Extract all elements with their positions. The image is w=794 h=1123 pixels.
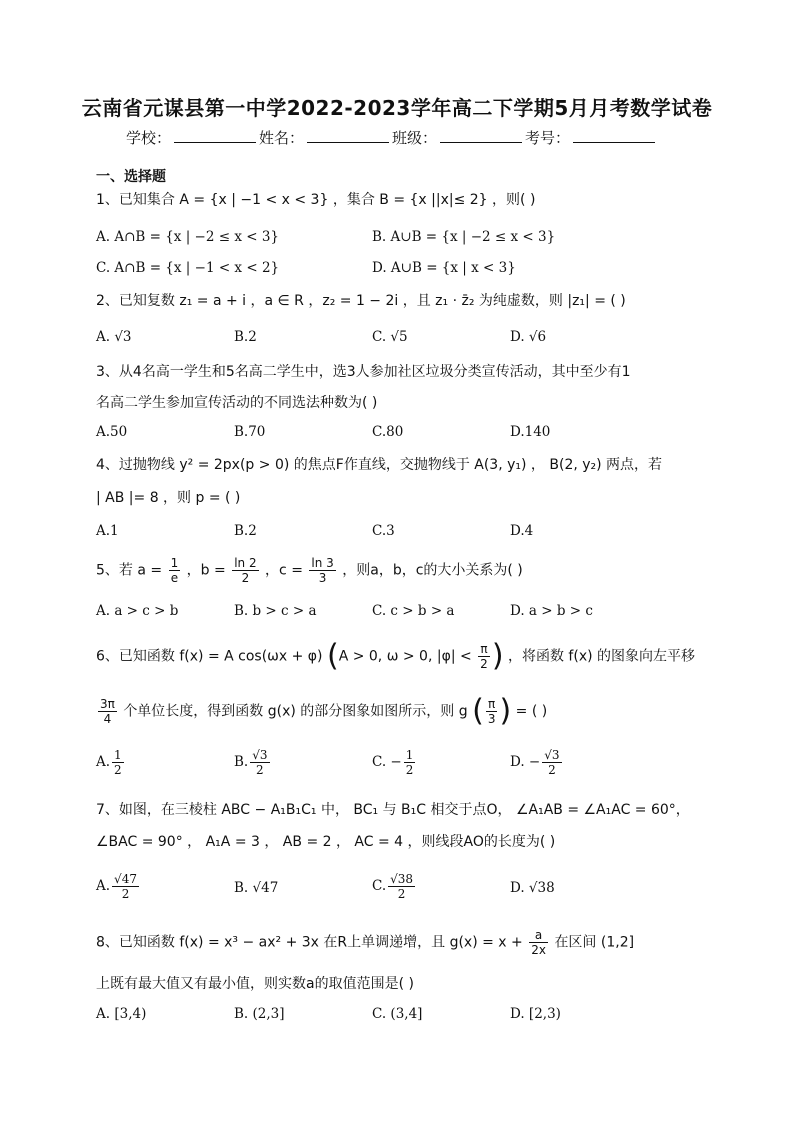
q8-fraction: $\frac{a}{2x}$ bbox=[531, 928, 546, 957]
question-8-stem-line-2: 上既有最大值又有最小值，则实数a的取值范围是( ) bbox=[96, 976, 414, 992]
question-3-stem-line-2: 名高二学生参加宣传活动的不同选法种数为( ) bbox=[96, 395, 378, 411]
question-4-option-b[interactable]: B.2 bbox=[234, 523, 257, 539]
section-heading: 一、选择题 bbox=[96, 169, 166, 185]
question-4-option-c[interactable]: C.3 bbox=[372, 523, 395, 539]
question-4-option-a[interactable]: A.1 bbox=[96, 523, 119, 539]
question-3-option-c[interactable]: C.80 bbox=[372, 424, 404, 440]
question-1-stem: 1、已知集合 A = {x | −1 < x < 3} ，集合 B = {x ||x|≤ 2} ，则( ) bbox=[96, 192, 536, 208]
question-8-option-a[interactable]: A. [3,4) bbox=[96, 1006, 147, 1022]
question-2-option-b[interactable]: B.2 bbox=[234, 329, 257, 345]
q6-prefix: 6、已知函数 f(x) = A cos(ωx + φ) bbox=[96, 648, 323, 665]
exam-number-label: 考号： bbox=[525, 129, 571, 147]
question-8-option-d[interactable]: D. [2,3) bbox=[510, 1006, 561, 1022]
q5-b-label: ，b = bbox=[186, 562, 226, 579]
question-7-option-b[interactable]: B. √47 bbox=[234, 880, 279, 896]
question-6-option-c[interactable]: C. − $\frac{1}{2}$ bbox=[372, 748, 414, 777]
school-blank[interactable] bbox=[174, 126, 256, 143]
question-4-stem-line-2: | AB |= 8 ，则 p = ( ) bbox=[96, 490, 241, 506]
question-3-option-d[interactable]: D.140 bbox=[510, 424, 551, 440]
question-5-stem bbox=[96, 556, 523, 585]
question-2-stem: 2、已知复数 z₁ = a + i ，a ∈ R ，z₂ = 1 − 2i ，且 z₁ · z̄₂ 为纯虚数，则 |z₁| = ( ) bbox=[96, 293, 626, 309]
school-label: 学校： bbox=[126, 129, 172, 147]
name-blank[interactable] bbox=[307, 126, 389, 143]
class-label: 班级： bbox=[392, 129, 438, 147]
q6-line-2: 个单位长度，得到函数 g(x) 的部分图象如图所示，则 g bbox=[123, 703, 468, 720]
q5-b-fraction: $\frac{\ln 2}{2}$ bbox=[234, 556, 257, 585]
question-2-option-c[interactable]: C. √5 bbox=[372, 329, 408, 345]
question-6-option-a[interactable]: A. $\frac{1}{2}$ bbox=[96, 748, 122, 777]
q5-c-fraction: $\frac{\ln 3}{3}$ bbox=[311, 556, 334, 585]
question-3-option-a[interactable]: A.50 bbox=[96, 424, 128, 440]
question-5-option-b[interactable]: B. b > c > a bbox=[234, 603, 317, 619]
q6-suffix: ，将函数 f(x) 的图象向左平移 bbox=[507, 648, 696, 665]
q5-a-fraction: $\frac{1}{e}$ bbox=[170, 556, 179, 585]
q5-suffix: ，则a，b，c的大小关系为( ) bbox=[342, 562, 523, 579]
class-blank[interactable] bbox=[440, 126, 522, 143]
q6-line-2-end: = ( ) bbox=[515, 703, 548, 720]
question-5-option-d[interactable]: D. a > b > c bbox=[510, 603, 593, 619]
question-1-option-c[interactable]: C. A∩B = {x | −1 < x < 2} bbox=[96, 260, 280, 276]
question-1-option-a[interactable]: A. A∩B = {x | −2 ≤ x < 3} bbox=[96, 229, 280, 245]
question-8-stem-line-1: 8、已知函数 f(x) = x³ − ax² + 3x 在R上单调递增，且 g(x) = x + $\frac{a}{2x}$ 在区间 (1,2] bbox=[96, 928, 635, 957]
question-7-stem-line-1: 7、如图，在三棱柱 ABC − A₁B₁C₁ 中， BC₁ 与 B₁C 相交于点O， ∠A₁AB = ∠A₁AC = 60°， bbox=[96, 802, 690, 818]
question-2-option-d[interactable]: D. √6 bbox=[510, 329, 547, 345]
question-2-option-a[interactable]: A. √3 bbox=[96, 329, 132, 345]
question-8-option-c[interactable]: C. (3,4] bbox=[372, 1006, 423, 1022]
question-3-stem-line-1: 3、从4名高一学生和5名高二学生中，选3人参加社区垃圾分类宣传活动，其中至少有1 bbox=[96, 364, 631, 380]
q6-pi-half-fraction: $\frac{\pi}{2}$ bbox=[480, 642, 488, 671]
question-3-option-b[interactable]: B.70 bbox=[234, 424, 266, 440]
question-1-option-b[interactable]: B. A∪B = {x | −2 ≤ x < 3} bbox=[372, 229, 556, 245]
q5-prefix: 5、若 a = bbox=[96, 562, 163, 579]
question-4-stem-line-1: 4、过抛物线 y² = 2px(p > 0) 的焦点F作直线，交抛物线于 A(3, y₁) ， B(2, y₂) 两点，若 bbox=[96, 457, 663, 473]
question-6-stem-line-1: 6、已知函数 f(x) = A cos(ωx + φ) (A > 0, ω > 0, |φ| < $\frac{\pi}{2}$ ) ，将函数 f(x) 的图象向左平移 bbox=[96, 638, 696, 674]
question-6-stem-line-2: $\frac{3\pi}{4}$ 个单位长度，得到函数 g(x) 的部分图象如图所示，则 g ( $\frac{\pi}{3}$ ) = ( ) bbox=[100, 693, 548, 729]
student-info-line bbox=[126, 126, 686, 148]
question-5-option-c[interactable]: C. c > b > a bbox=[372, 603, 455, 619]
question-8-option-b[interactable]: B. (2,3] bbox=[234, 1006, 285, 1022]
exam-title: 云南省元谋县第一中学2022-2023学年高二下学期5月月考数学试卷 bbox=[81, 96, 713, 120]
q6-shift-fraction: $\frac{3\pi}{4}$ bbox=[100, 697, 115, 726]
question-6-option-b[interactable]: B. $\frac{√3}{2}$ bbox=[234, 748, 268, 777]
q6-condition: A > 0, ω > 0, |φ| < bbox=[338, 648, 472, 665]
question-5-option-a[interactable]: A. a > c > b bbox=[96, 603, 179, 619]
question-4-option-d[interactable]: D.4 bbox=[510, 523, 534, 539]
q6-pi-third-fraction: $\frac{\pi}{3}$ bbox=[487, 697, 496, 726]
question-1-option-d[interactable]: D. A∪B = {x | x < 3} bbox=[372, 260, 516, 276]
q5-c-label: ，c = bbox=[265, 562, 303, 579]
question-7-option-d[interactable]: D. √38 bbox=[510, 880, 555, 896]
question-7-option-a[interactable]: A. $\frac{√47}{2}$ bbox=[96, 872, 137, 901]
exam-number-blank[interactable] bbox=[573, 126, 655, 143]
question-7-stem-line-2: ∠BAC = 90° ， A₁A = 3 ， AB = 2 ， AC = 4 ，则线段AO的长度为( ) bbox=[96, 834, 556, 850]
name-label: 姓名： bbox=[259, 129, 305, 147]
question-7-option-c[interactable]: C. $\frac{√38}{2}$ bbox=[372, 872, 414, 901]
question-6-option-d[interactable]: D. − $\frac{√3}{2}$ bbox=[510, 748, 560, 777]
